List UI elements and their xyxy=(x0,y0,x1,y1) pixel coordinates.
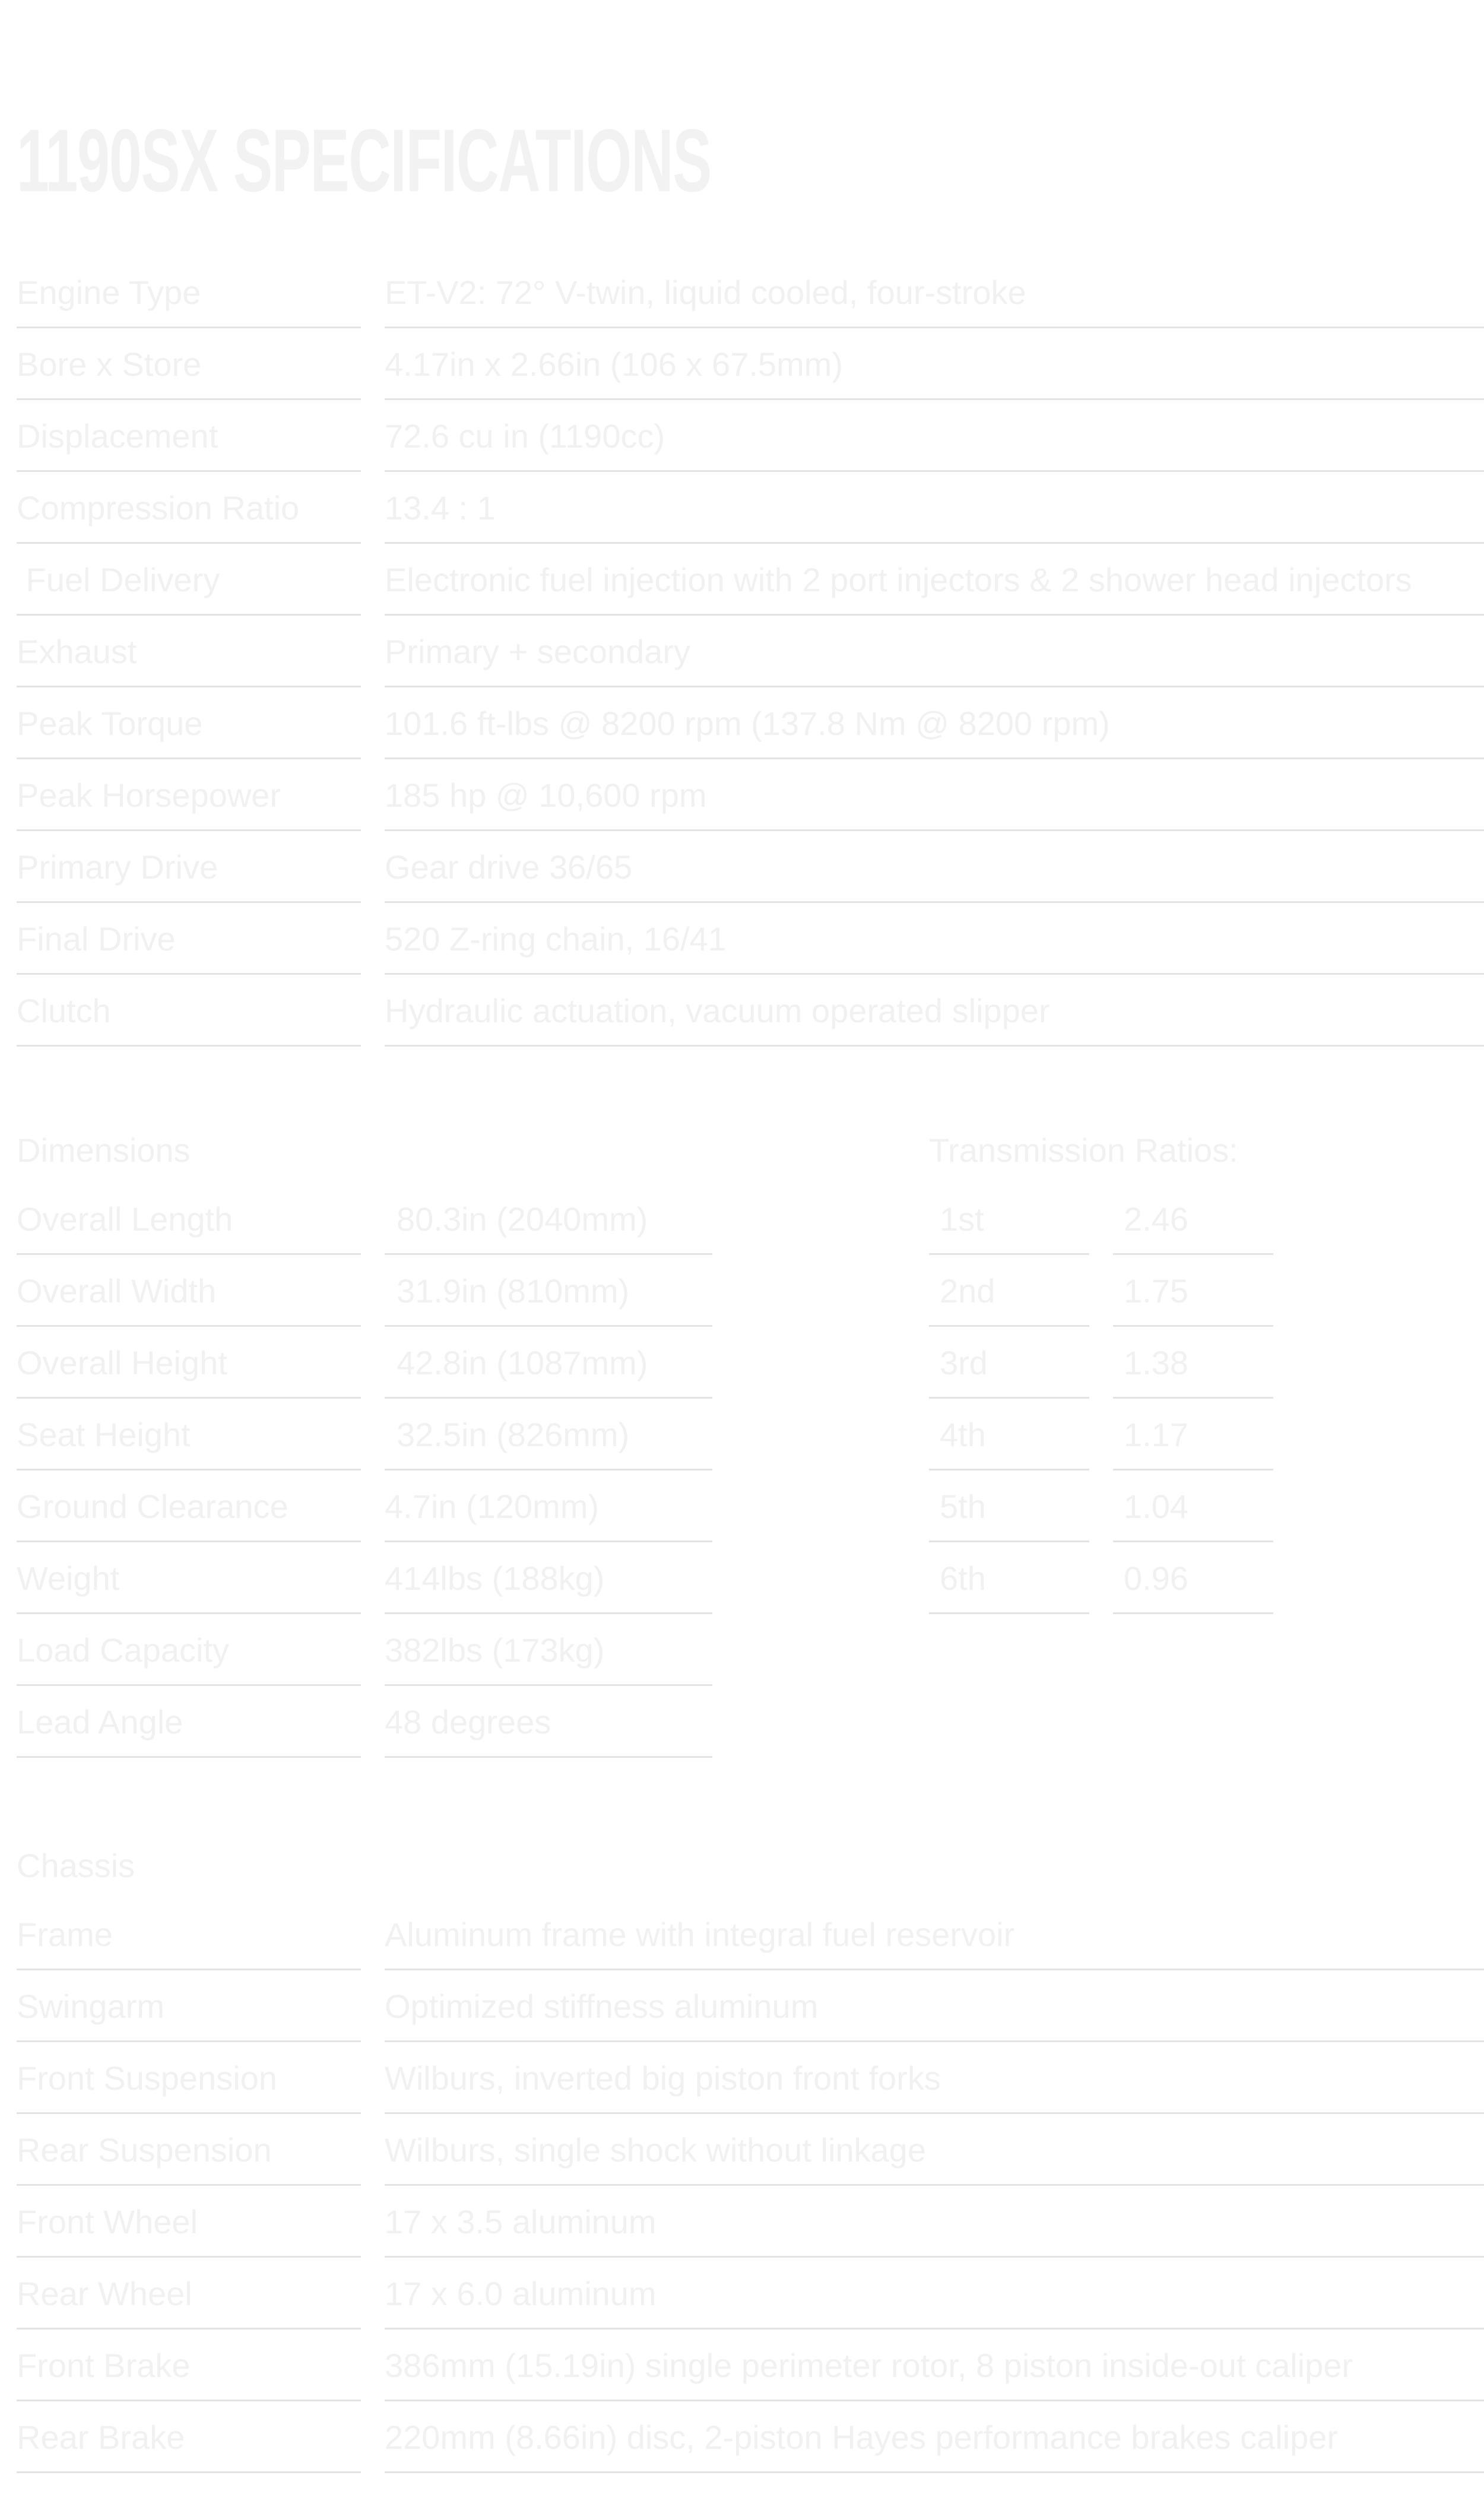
chassis-row-rear-suspension xyxy=(17,2114,1484,2186)
spec-value: 4.17in x 2.66in (106 x 67.5mm) xyxy=(385,328,1484,400)
gear-ratio: 2.46 xyxy=(1113,1183,1273,1255)
spec-value: ET-V2: 72° V-twin, liquid cooled, four-stroke xyxy=(385,256,1484,328)
spec-label: Front Wheel xyxy=(17,2186,361,2258)
gear-label: 6th xyxy=(929,1542,1089,1614)
dimension-label: Ground Clearance xyxy=(17,1470,361,1542)
spec-label: Bore x Store xyxy=(17,328,361,400)
gear-label: 1st xyxy=(929,1183,1089,1255)
spec-row-peak-horsepower xyxy=(17,759,1484,831)
spec-label: Front Brake xyxy=(17,2329,361,2401)
dimension-value: 414lbs (188kg) xyxy=(385,1542,712,1614)
spec-row-primary-drive xyxy=(17,831,1484,903)
gear-ratio: 1.75 xyxy=(1113,1255,1273,1327)
dimension-value: 31.9in (810mm) xyxy=(385,1255,712,1327)
spec-value: Hydraulic actuation, vacuum operated slipper xyxy=(385,975,1484,1047)
spec-row-displacement xyxy=(17,400,1484,472)
spec-label: Rear Brake xyxy=(17,2401,361,2473)
dimension-label: Overall Width xyxy=(17,1255,361,1327)
spec-value: 220mm (8.66in) disc, 2-piston Hayes performance brakes caliper xyxy=(385,2401,1484,2473)
dimension-label: Weight xyxy=(17,1542,361,1614)
dimension-value: 4.7in (120mm) xyxy=(385,1470,712,1542)
gear-ratio: 1.17 xyxy=(1113,1399,1273,1470)
gear-label: 2nd xyxy=(929,1255,1089,1327)
spec-row-exhaust xyxy=(17,616,1484,687)
spec-label: Engine Type xyxy=(17,256,361,328)
dimensions-heading: Dimensions xyxy=(17,1132,191,1169)
dimension-value: 80.3in (2040mm) xyxy=(385,1183,712,1255)
dimension-value: 32.5in (826mm) xyxy=(385,1399,712,1470)
page-title: 1190SX SPECIFICATIONS xyxy=(17,110,711,210)
spec-row-fuel-delivery xyxy=(17,544,1484,616)
spec-row-clutch xyxy=(17,975,1484,1047)
gear-ratio: 0.96 xyxy=(1113,1542,1273,1614)
gear-ratio: 1.04 xyxy=(1113,1470,1273,1542)
gear-label: 4th xyxy=(929,1399,1089,1470)
gear-label: 5th xyxy=(929,1470,1089,1542)
dimension-label: Overall Height xyxy=(17,1327,361,1399)
dimension-value: 382lbs (173kg) xyxy=(385,1614,712,1686)
spec-row-engine-type xyxy=(17,256,1484,328)
transmission-heading: Transmission Ratios: xyxy=(929,1132,1238,1169)
dimension-value: 48 degrees xyxy=(385,1686,712,1758)
dimension-label: Lead Angle xyxy=(17,1686,361,1758)
spec-value: Electronic fuel injection with 2 port injectors & 2 shower head injectors xyxy=(385,544,1484,616)
spec-label: Compression Ratio xyxy=(17,472,361,544)
spec-label: Rear Suspension xyxy=(17,2114,361,2186)
spec-label: Displacement xyxy=(17,400,361,472)
gear-label: 3rd xyxy=(929,1327,1089,1399)
spec-label: Final Drive xyxy=(17,903,361,975)
spec-value: 520 Z-ring chain, 16/41 xyxy=(385,903,1484,975)
chassis-row-rear-wheel xyxy=(17,2258,1484,2329)
dimension-label: Seat Height xyxy=(17,1399,361,1470)
spec-value: 17 x 6.0 aluminum xyxy=(385,2258,1484,2329)
spec-value: 101.6 ft-lbs @ 8200 rpm (137.8 Nm @ 8200 rpm) xyxy=(385,687,1484,759)
spec-row-compression-ratio xyxy=(17,472,1484,544)
spec-row-peak-torque xyxy=(17,687,1484,759)
spec-value: Wilburs, inverted big piston front forks xyxy=(385,2042,1484,2114)
spec-value: Primary + secondary xyxy=(385,616,1484,687)
chassis-heading: Chassis xyxy=(17,1847,135,1884)
dimension-label: Overall Length xyxy=(17,1183,361,1255)
chassis-row-front-suspension xyxy=(17,2042,1484,2114)
spec-value: 13.4 : 1 xyxy=(385,472,1484,544)
spec-row-bore-stroke xyxy=(17,328,1484,400)
spec-label: Peak Torque xyxy=(17,687,361,759)
dimension-label: Load Capacity xyxy=(17,1614,361,1686)
chassis-row-rear-brake xyxy=(17,2401,1484,2473)
spec-label: Clutch xyxy=(17,975,361,1047)
spec-label: Exhaust xyxy=(17,616,361,687)
chassis-row-frame xyxy=(17,1899,1484,1970)
chassis-row-swingarm xyxy=(17,1970,1484,2042)
chassis-row-front-brake xyxy=(17,2329,1484,2401)
spec-label: Front Suspension xyxy=(17,2042,361,2114)
spec-value: Gear drive 36/65 xyxy=(385,831,1484,903)
chassis-row-front-wheel xyxy=(17,2186,1484,2258)
dimension-value: 42.8in (1087mm) xyxy=(385,1327,712,1399)
spec-row-final-drive xyxy=(17,903,1484,975)
spec-value: Wilburs, single shock without linkage xyxy=(385,2114,1484,2186)
spec-label: Peak Horsepower xyxy=(17,759,361,831)
spec-label: Swingarm xyxy=(17,1970,361,2042)
spec-label: Primary Drive xyxy=(17,831,361,903)
gear-ratio: 1.38 xyxy=(1113,1327,1273,1399)
spec-label: Rear Wheel xyxy=(17,2258,361,2329)
spec-label: Frame xyxy=(17,1899,361,1970)
spec-value: 72.6 cu in (1190cc) xyxy=(385,400,1484,472)
spec-value: Optimized stiffness aluminum xyxy=(385,1970,1484,2042)
spec-value: Aluminum frame with integral fuel reservoir xyxy=(385,1899,1484,1970)
spec-value: 17 x 3.5 aluminum xyxy=(385,2186,1484,2258)
spec-label: Fuel Delivery xyxy=(17,544,361,616)
spec-value: 185 hp @ 10,600 rpm xyxy=(385,759,1484,831)
spec-value: 386mm (15.19in) single perimeter rotor, 8 piston inside-out caliper xyxy=(385,2329,1484,2401)
